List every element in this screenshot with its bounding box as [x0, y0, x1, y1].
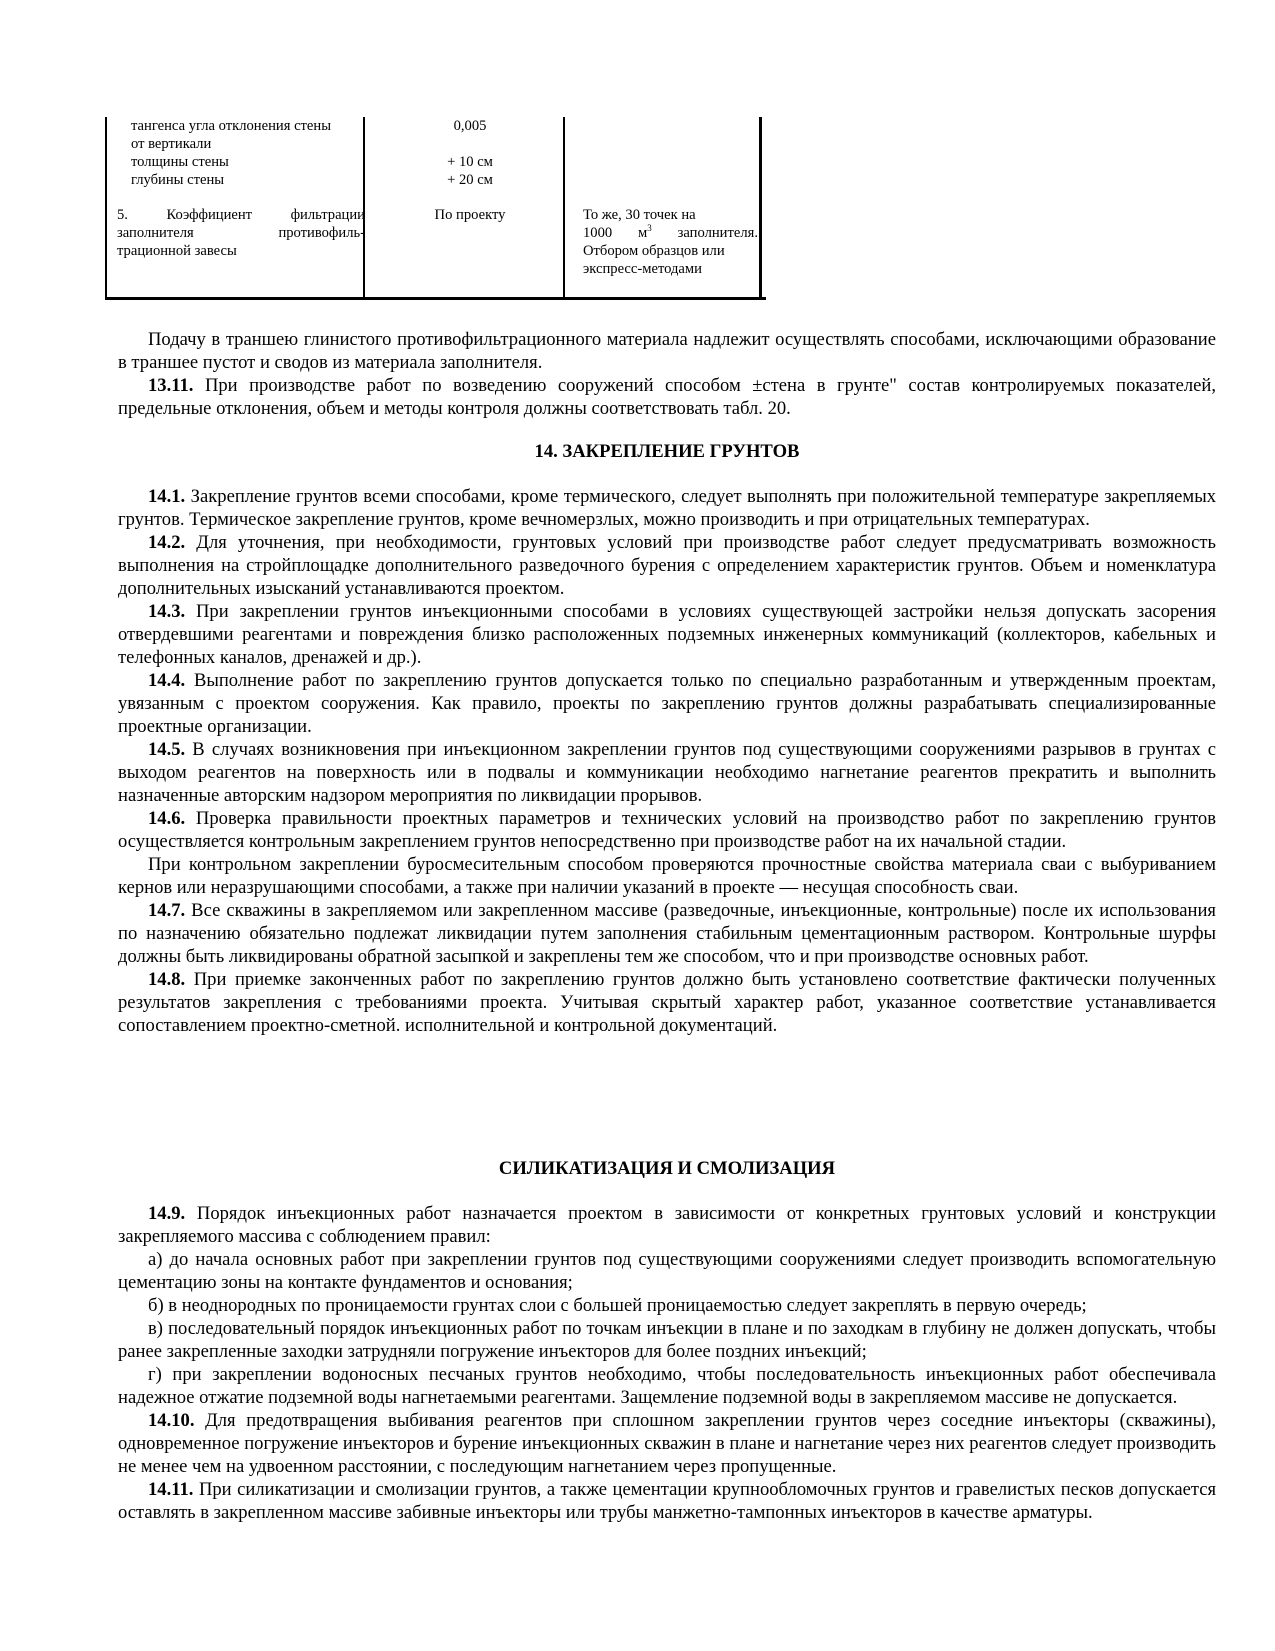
paragraph-number: 14.11.	[148, 1479, 194, 1500]
cell-thickness-value: + 10 см	[447, 154, 493, 170]
paragraph-text: Порядок инъекционных работ назначается проектом в зависимости от конкретных грунтовых условий и конструкции закрепляемого массива с соблюдением правил:	[118, 1203, 1216, 1247]
word: 1000	[583, 225, 613, 241]
paragraph-text: Для предотвращения выбивания реагентов при сплошном закреплении грунтов через соседние инъекторы (скважины), одновременное погружение инъекторов и бурение инъекционных скважин в плане и нагнетание через них реагентов следует производить не менее чем на удвоенном расстоянии, с последующим нагнетанием через пропущенные.	[118, 1410, 1216, 1477]
unit-exponent: 3	[647, 223, 652, 234]
word: заполнителя.	[677, 225, 758, 241]
paragraph	[118, 1317, 1216, 1363]
unit: м	[638, 225, 648, 241]
silicate-section-heading: СИЛИКАТИЗАЦИЯ И СМОЛИЗАЦИЯ	[498, 1158, 836, 1179]
paragraph-text: Все скважины в закрепляемом или закрепленном массиве (разведочные, инъекционные, контрольные) после их использования по назначению обязательно подлежат ликвидации путем заполнения стабильным цементационным раствором. Контрольные шурфы должны быть ликвидированы обратной засыпкой и закреплены тем же способом, что и при производстве основных работ.	[118, 900, 1216, 967]
paragraph-text: При контрольном закреплении буросмесительным способом проверяются прочностные свойства материала сваи с выбуриванием кернов или неразрушающими способами, а также при наличии указаний в проекте — несущая способность сваи.	[118, 854, 1216, 898]
paragraph	[118, 899, 1216, 968]
cell-line	[117, 206, 365, 224]
paragraph	[118, 853, 1216, 899]
cell-line	[583, 224, 758, 242]
paragraph-text: Для уточнения, при необходимости, грунтовых условий при производстве работ следует предусматривать возможность выполнения на стройплощадке дополнительного разведочного бурения с определением характеристик грунтов. Объем и номенклатура дополнительных изысканий устанавливаются проектом.	[118, 532, 1216, 599]
section-14-heading: 14. ЗАКРЕПЛЕНИЕ ГРУНТОВ	[534, 441, 800, 462]
cell-line: тангенса угла отклонения стены	[131, 118, 332, 134]
paragraph-text: Выполнение работ по закреплению грунтов допускается только по специально разработанным и утвержденным проектам, увязанным с проектом сооружения. Как правило, проекты по закреплению грунтов должны разрабатывать специализированные проектные организации.	[118, 670, 1216, 737]
cell-filtration-coefficient	[117, 206, 365, 224]
paragraph-text: При приемке законченных работ по закреплению грунтов должно быть установлено соответствие фактически полученных результатов закрепления с требованиями проекта. Учитывая скрытый характер работ, указанное соответствие устанавливается сопоставлением проектно-сметной. исполнительной и контрольной документаций.	[118, 969, 1216, 1036]
paragraph-number: 14.10.	[148, 1410, 195, 1431]
paragraph-number: 14.2.	[148, 532, 186, 553]
cell-line: Отбором образцов или	[583, 243, 725, 259]
silicate-section-text	[118, 1202, 1216, 1524]
cell-line: экспресс-методами	[583, 261, 702, 277]
paragraph	[118, 669, 1216, 738]
cell-line	[117, 224, 365, 242]
paragraph-text: а) до начала основных работ при закреплении грунтов под существующими сооружениями следует производить вспомогательную цементацию зоны на контакте фундаментов и основания;	[118, 1249, 1216, 1293]
paragraph	[118, 600, 1216, 669]
word	[638, 224, 652, 242]
table-fragment	[105, 117, 766, 300]
paragraph	[118, 531, 1216, 600]
word: 5.	[117, 207, 128, 223]
paragraph-number: 14.3.	[148, 601, 186, 622]
table-border-bottom	[105, 297, 766, 300]
paragraph	[118, 1248, 1216, 1294]
paragraph	[118, 328, 1216, 374]
word: противофиль-	[278, 225, 365, 241]
cell-depth-value: + 20 см	[447, 172, 493, 188]
paragraph-text: При производстве работ по возведению сооружений способом ±стена в грунте" состав контролируемых показателей, предельные отклонения, объем и методы контроля должны соответствовать табл. 20.	[118, 375, 1216, 419]
paragraph	[118, 374, 1216, 420]
paragraph-text: В случаях возникновения при инъекционном закреплении грунтов под существующими сооружениями разрывов в грунтах с выходом реагентов на поверхность или в подвалы и коммуникации необходимо нагнетание реагентов прекратить и выполнить назначенные авторским надзором мероприятия по ликвидации прорывов.	[118, 739, 1216, 806]
paragraph	[118, 738, 1216, 807]
paragraph-text: При силикатизации и смолизации грунтов, а также цементации крупнообломочных грунтов и гравелистых песков допускается оставлять в закрепленном массиве забивные инъекторы или трубы манжетно-тампонных инъекторов в качестве арматуры.	[118, 1479, 1216, 1523]
paragraph-number: 14.7.	[148, 900, 186, 921]
cell-per-project: По проекту	[434, 207, 506, 223]
word: Коэффициент	[166, 207, 253, 223]
word: фильтрации	[290, 207, 365, 223]
paragraph-number: 14.9.	[148, 1203, 186, 1224]
paragraph	[118, 1202, 1216, 1248]
paragraph-number: 14.6.	[148, 808, 186, 829]
table-border-right	[759, 117, 762, 300]
paragraph-text: Закрепление грунтов всеми способами, кроме термического, следует выполнять при положительной температуре закрепляемых грунтов. Термическое закрепление грунтов, кроме вечномерзлых, можно производить и при отрицательных температурах.	[118, 486, 1216, 530]
table-border-left	[105, 117, 107, 300]
word: заполнителя	[117, 225, 194, 241]
paragraph-number: 14.4.	[148, 670, 186, 691]
paragraph	[118, 1294, 1216, 1317]
paragraph	[118, 1363, 1216, 1409]
cell-line: То же, 30 точек на	[583, 207, 696, 223]
paragraph-text: Подачу в траншею глинистого противофильтрационного материала надлежит осуществлять способами, исключающими образование в траншее пустот и сводов из материала заполнителя.	[118, 329, 1216, 373]
paragraph	[118, 807, 1216, 853]
cell-line: от вертикали	[131, 136, 212, 152]
section-13-text	[118, 328, 1216, 420]
paragraph-text: При закреплении грунтов инъекционными способами в условиях существующей застройки нельзя допускать засорения отвердевшими реагентами и повреждения близко расположенных подземных инженерных коммуникаций (коллекторов, кабельных и телефонных каналов, дренажей и др.).	[118, 601, 1216, 668]
paragraph-text: б) в неоднородных по проницаемости грунтах слои с большей проницаемостью следует закреплять в первую очередь;	[148, 1295, 1087, 1316]
paragraph-text: г) при закреплении водоносных песчаных грунтов необходимо, чтобы последовательность инъекционных работ обеспечивала надежное отжатие подземной воды нагнетаемыми реагентами. Защемление подземной воды в закрепляемом массиве не допускается.	[118, 1364, 1216, 1408]
paragraph	[118, 485, 1216, 531]
paragraph-number: 13.11.	[148, 375, 194, 396]
paragraph	[118, 1478, 1216, 1524]
paragraph-text: в) последовательный порядок инъекционных работ по точкам инъекции в плане и по заходкам в глубину не должен допускать, чтобы ранее закрепленные заходки затрудняли погружение инъекторов для более поздних инъекций;	[118, 1318, 1216, 1362]
paragraph-text: Проверка правильности проектных параметров и технических условий на производство работ по закреплению грунтов осуществляется контрольным закреплением грунтов непосредственно при производстве работ на их начальной стадии.	[118, 808, 1216, 852]
cell-line: толщины стены	[131, 154, 229, 170]
paragraph-number: 14.1.	[148, 486, 186, 507]
cell-line: глубины стены	[131, 172, 225, 188]
section-14-text	[118, 485, 1216, 1037]
cell-tangent-value: 0,005	[453, 118, 487, 134]
paragraph-number: 14.8.	[148, 969, 186, 990]
paragraph	[118, 968, 1216, 1037]
paragraph	[118, 1409, 1216, 1478]
paragraph-number: 14.5.	[148, 739, 186, 760]
cell-line: трационной завесы	[117, 243, 237, 259]
